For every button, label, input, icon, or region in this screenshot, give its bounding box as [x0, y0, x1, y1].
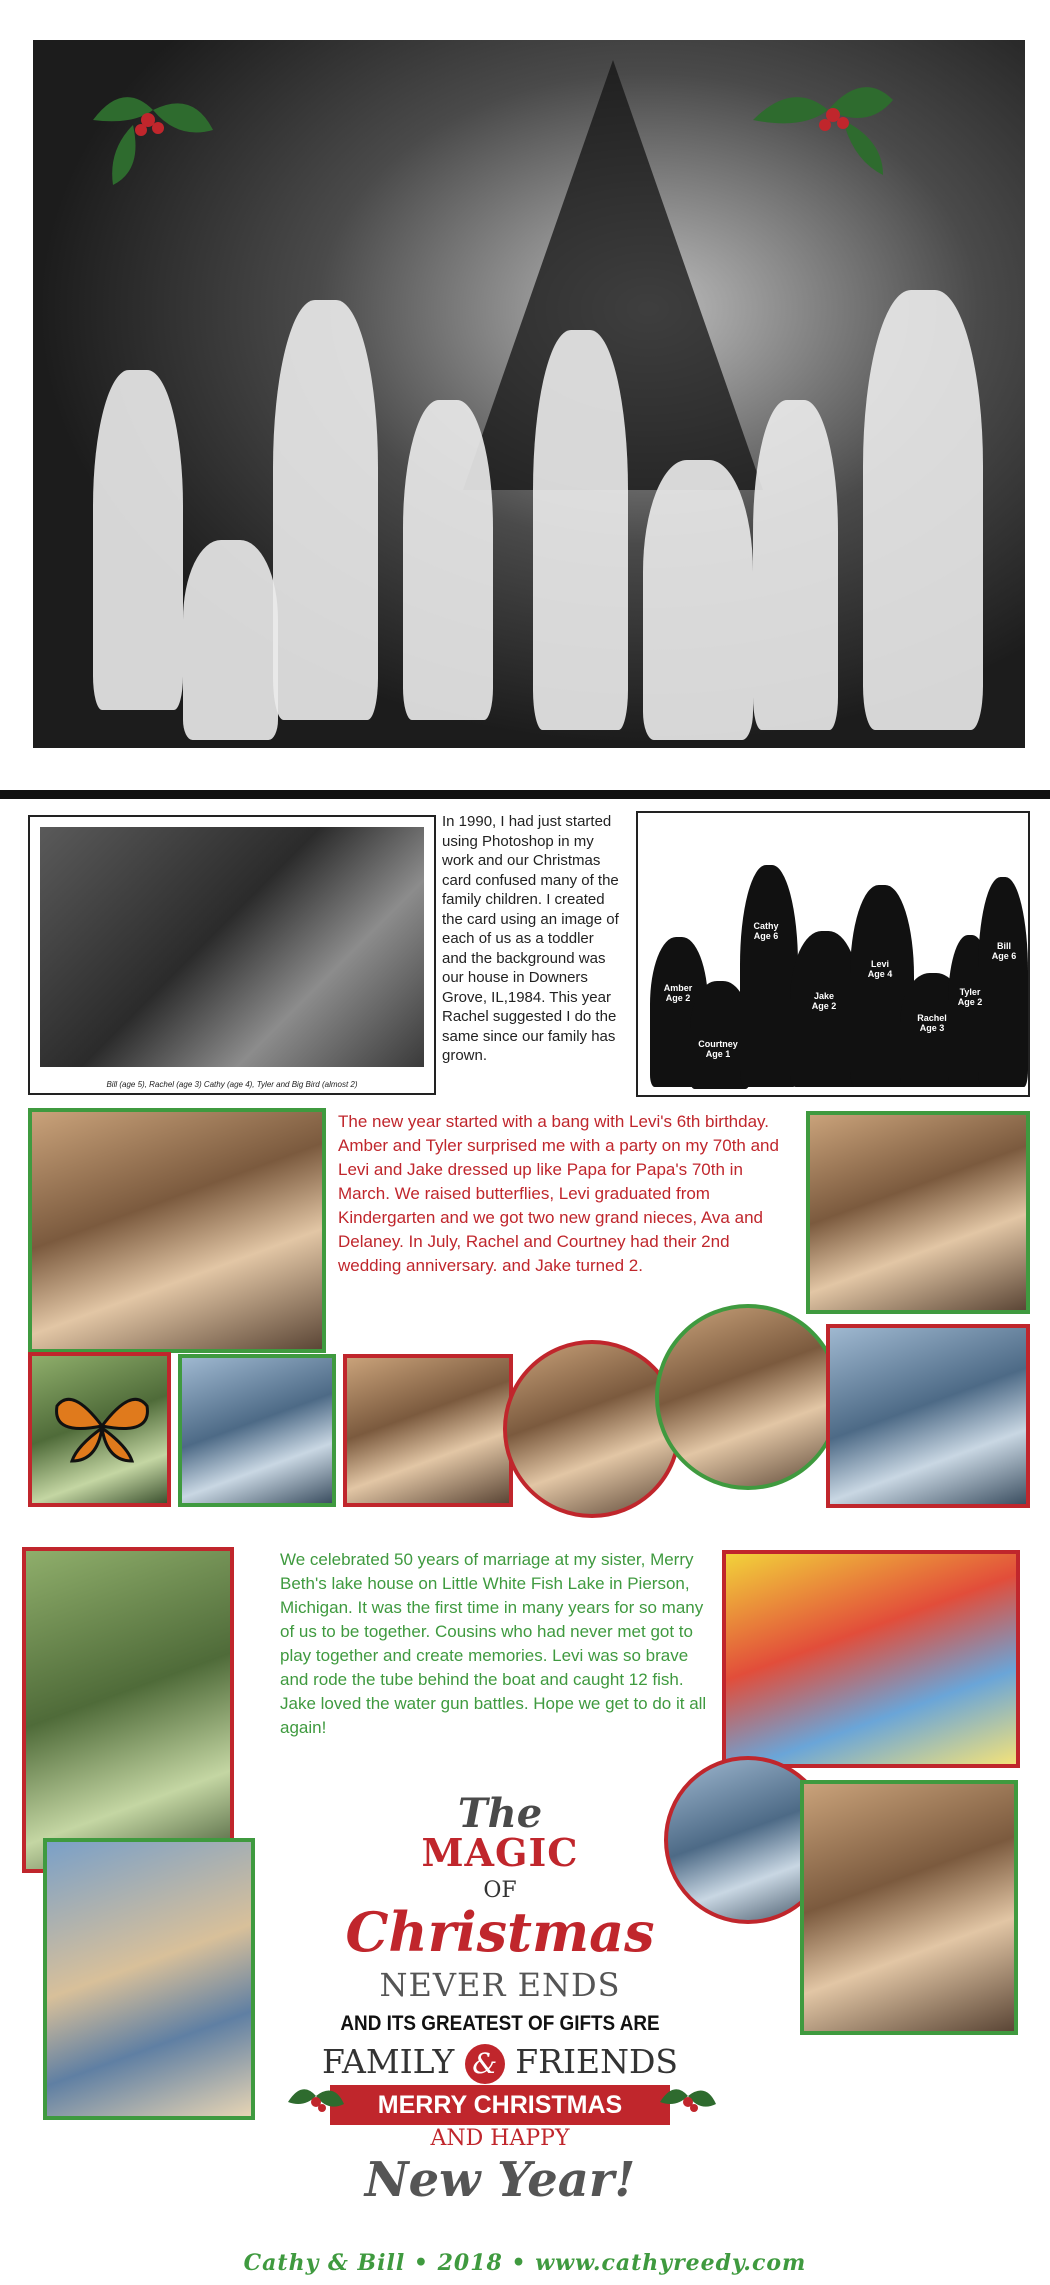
holly-icon: [733, 60, 903, 180]
silhouette-age: Age 6: [991, 951, 1017, 961]
silhouette-card: [636, 811, 1030, 1097]
photo-butterfly: [28, 1352, 171, 1507]
photo-bounce-house: [722, 1550, 1020, 1768]
silhouette-name: Amber: [663, 983, 693, 993]
silhouette-name: Cathy: [753, 921, 779, 931]
photo-family-group: [22, 1547, 234, 1873]
child-figure: [183, 540, 278, 740]
greeting-greatest: AND ITS GREATEST OF GIFTS ARE: [340, 2012, 660, 2035]
photo-baby-delaney: [655, 1304, 841, 1490]
child-figure: [643, 460, 753, 740]
greeting-never-ends: NEVER ENDS: [379, 1966, 621, 2004]
holly-icon: [73, 70, 223, 190]
greeting-friends: FRIENDS: [515, 2042, 679, 2081]
silhouette-age: Age 2: [957, 997, 983, 1007]
child-figure: [533, 330, 628, 730]
child-figure: [93, 370, 183, 710]
photo-baby-ava: [503, 1340, 681, 1518]
silhouette-name: Courtney: [698, 1039, 738, 1049]
holly-icon: [656, 2076, 720, 2130]
greeting-new-year: New Year!: [364, 2152, 636, 2208]
photo-birthday-cake: [806, 1111, 1030, 1314]
photo-caption: Bill (age 5), Rachel (age 3) Cathy (age 4), Tyler and Big Bird (almost 2): [106, 1080, 358, 1089]
greeting-magic: MAGIC: [421, 1830, 579, 1875]
silhouette-name: Bill: [996, 941, 1011, 951]
holly-icon: [284, 2076, 348, 2130]
greeting-and-happy: AND HAPPY: [430, 2126, 570, 2151]
greeting-family-friends: [290, 2042, 710, 2084]
greeting-merry-christmas: MERRY CHRISTMAS: [377, 2091, 623, 2119]
silhouette-age: Age 4: [867, 969, 893, 979]
photo-toddler-hat: [178, 1354, 336, 1507]
photo-1990-card: [28, 815, 436, 1095]
greeting-of: OF: [483, 1878, 517, 1903]
greeting-ampersand: &: [465, 2044, 505, 2084]
greeting-christmas: Christmas: [345, 1900, 655, 1964]
greeting-the: The: [457, 1790, 543, 1837]
greeting-family: FAMILY: [321, 2042, 455, 2081]
hero-photo: [33, 40, 1025, 748]
anniversary-text: We celebrated 50 years of marriage at my sister, Merry Beth's lake house on Little White Fish Lake in Pierson, Michigan. It was the first time in many years for so many of us to be together. Cousins who had never met got to play together and create memories. Levi was so brave and rode the tube behind the boat and caught 12 fish. Jake loved the water gun battles. Hope we get to do it all again!: [280, 1550, 707, 1737]
photo-child-keyboard: [343, 1354, 513, 1507]
photo-water-gun: [43, 1838, 255, 2120]
photo-grandparents-boys: [800, 1780, 1018, 2035]
child-figure: [863, 290, 983, 730]
silhouette-age: Age 1: [705, 1049, 731, 1059]
child-figure: [403, 400, 493, 720]
story-1990-text: In 1990, I had just started using Photoshop in my work and our Christmas card confused many of the family children. I created the card using an image of each of us as a toddler and the background was our house in Downers Grove, IL,1984. This year Rachel suggested I do the same since our family has grown.: [442, 813, 619, 1064]
silhouette-name: Jake: [813, 991, 835, 1001]
silhouette-name: Levi: [870, 959, 889, 969]
photo-rachel-courtney: [826, 1324, 1030, 1508]
section-divider: [0, 790, 1050, 799]
footer-signature: Cathy & Bill • 2018 • www.cathyreedy.com: [243, 2250, 807, 2276]
silhouette-name: Rachel: [917, 1013, 947, 1023]
year-summary-text: The new year started with a bang with Levi's 6th birthday. Amber and Tyler surprised me with a party on my 70th and Levi and Jake dressed up like Papa for Papa's 70th in March. We raised butterflies, Levi graduated from Kindergarten and we got two new grand nieces, Ava and Delaney. In July, Rachel and Courtney had their 2nd wedding anniversary. and Jake turned 2.: [338, 1112, 779, 1275]
silhouette-age: Age 3: [919, 1023, 945, 1033]
silhouette-age: Age 6: [753, 931, 779, 941]
silhouette-name: Tyler: [959, 987, 981, 997]
silhouette-age: Age 2: [665, 993, 691, 1003]
child-figure: [753, 400, 838, 730]
silhouette-age: Age 2: [811, 1001, 837, 1011]
merry-christmas-banner: [330, 2085, 670, 2125]
photo-birthday-grandparents: [28, 1108, 326, 1353]
child-figure: [273, 300, 378, 720]
butterfly-icon: [52, 1386, 152, 1466]
